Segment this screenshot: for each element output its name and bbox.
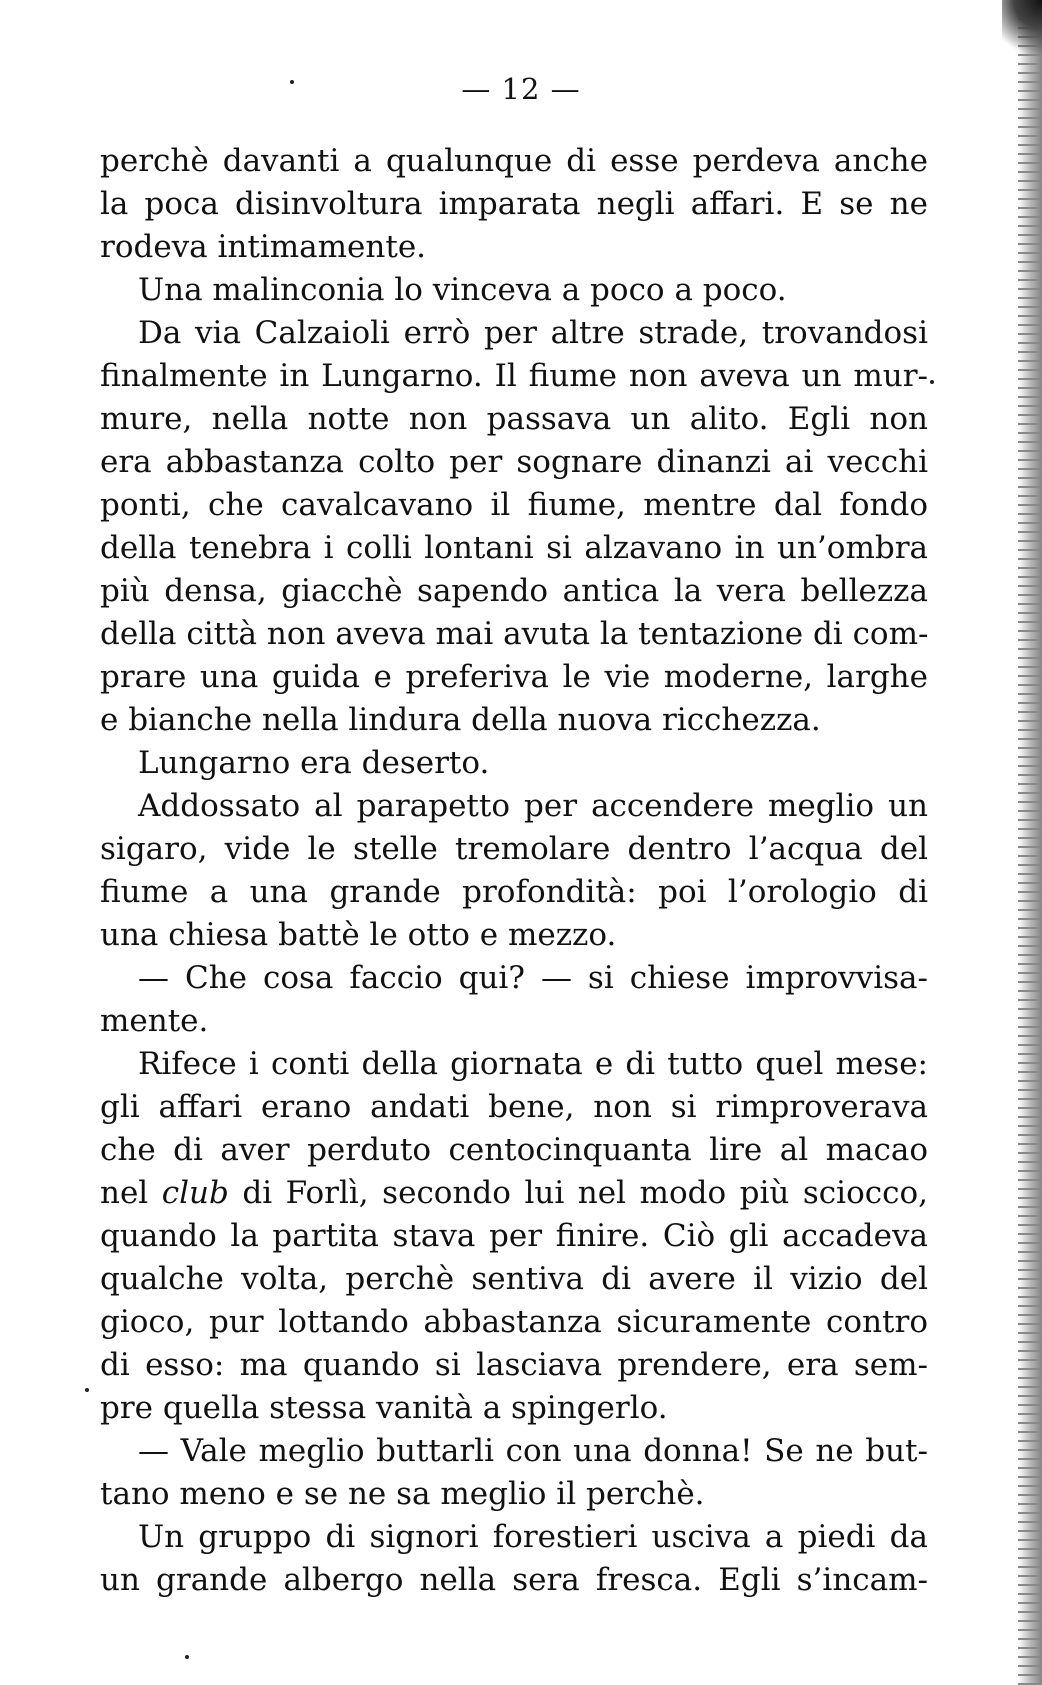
text-line: — Vale meglio buttarli con una donna! Se ne but- [138,1433,928,1469]
text-line: della città non aveva mai avuta la tentazione di com- [100,616,928,652]
ink-speck [290,80,294,84]
text-line: di esso: ma quando si lasciava prendere, era sem- [100,1347,928,1383]
text-line: sigaro, vide le stelle tremolare dentro l’acqua del [100,831,928,867]
text-line: Una malinconia lo vinceva a poco a poco. [138,272,787,308]
text-line: mure, nella notte non passava un alito. Egli non [100,401,928,437]
text-line: gli affari erano andati bene, non si rimproverava [100,1089,928,1125]
text-line: Da via Calzaioli errò per altre strade, trovandosi [138,315,928,351]
ink-speck [185,1655,189,1659]
text-line: finalmente in Lungarno. Il fiume non aveva un mur- [100,358,928,394]
text-line: pre quella stessa vanità a spingerlo. [100,1390,668,1426]
text-line: fiume a una grande profondità: poi l’orologio di [100,874,928,910]
text-line: era abbastanza colto per sognare dinanzi ai vecchi [100,444,928,480]
text-line: una chiesa battè le otto e mezzo. [100,917,617,953]
text-line: più densa, giacchè sapendo antica la vera bellezza [100,573,928,609]
text-line: — Che cosa faccio qui? — si chiese improvvisa- [138,960,928,996]
text-line: qualche volta, perchè sentiva di avere il vizio del [100,1261,928,1297]
body-text [100,140,928,1602]
text-line: prare una guida e preferiva le vie moderne, larghe [100,659,928,695]
corner-scan-artifact [1002,0,1042,70]
text-line: Lungarno era deserto. [138,745,490,781]
page-edge-scan-artifact [1018,0,1042,1685]
text-line: Rifece i conti della giornata e di tutto quel mese: [138,1046,928,1082]
text-line: della tenebra i colli lontani si alzavano in un’ombra [100,530,928,566]
ink-speck [930,380,934,384]
text-line: gioco, pur lottando abbastanza sicuramente contro [100,1304,928,1340]
text-line: un grande albergo nella sera fresca. Egli s’incam- [100,1562,928,1598]
text-line: tano meno e se ne sa meglio il perchè. [100,1476,705,1512]
text-line: rodeva intimamente. [100,229,427,265]
text-line: ponti, che cavalcavano il fiume, mentre dal fondo [100,487,928,523]
text-line: e bianche nella lindura della nuova ricchezza. [100,702,821,738]
line-part: nel [100,1175,162,1211]
page-number: — 12 — [461,72,581,106]
line-part: di Forlì, secondo lui nel modo più sciocco, [228,1175,928,1211]
text-line: la poca disinvoltura imparata negli affari. E se ne [100,186,928,222]
ink-speck [85,1388,89,1392]
text-line: perchè davanti a qualunque di esse perdeva anche [100,143,928,179]
text-line: quando la partita stava per finire. Ciò gli accadeva [100,1218,928,1254]
text-line-with-italic [100,1172,928,1215]
italic-word: club [161,1175,229,1211]
text-line: che di aver perduto centocinquanta lire al macao [100,1132,928,1168]
text-line: Un gruppo di signori forestieri usciva a piedi da [138,1519,928,1555]
text-line: mente. [100,1003,209,1039]
text-line: Addossato al parapetto per accendere meglio un [138,788,928,824]
